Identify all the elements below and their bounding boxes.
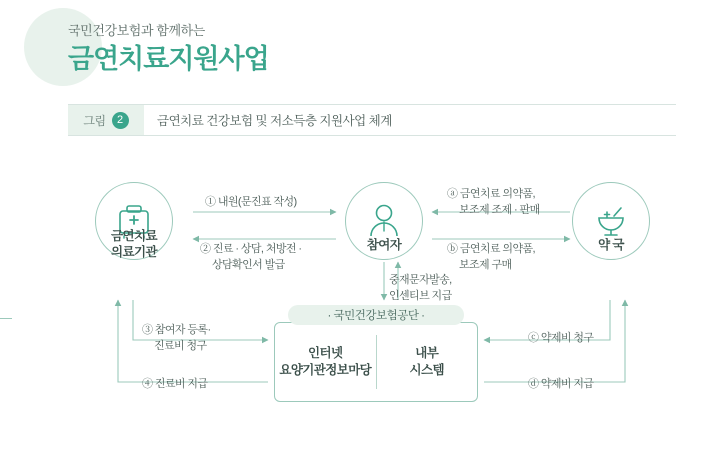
node-clinic-label-line2: 의료기관 [111, 245, 157, 259]
flow-label-a [447, 186, 540, 218]
figure-number-badge: 2 [112, 112, 129, 129]
nhis-left-cell [275, 323, 376, 401]
flow-label-3 [142, 322, 211, 354]
header-subtitle: 국민건강보험과 함께하는 [68, 23, 205, 38]
flow-label-d: ⓓ 약제비 지급 [528, 378, 594, 390]
flow-label-sms [389, 272, 509, 304]
header-title: 금연치료지원사업 [68, 44, 269, 74]
mortar-pestle-icon [592, 202, 630, 240]
nhis-right-line1: 내부 [415, 346, 439, 360]
left-edge-tick [0, 318, 12, 319]
flow-label-2-line2: 상담확인서 발급 [212, 259, 285, 271]
flow-label-2-line1: ② 진료 · 상담, 처방전 · [200, 243, 302, 255]
flow-label-3-line1: ③ 참여자 등록· [142, 324, 211, 336]
node-clinic-label [84, 228, 184, 260]
flow-label-1: ① 내원(문진표 작성) [205, 196, 297, 208]
flow-label-b-line1: ⓑ 금연치료 의약품, [447, 243, 535, 255]
nhis-left-line2: 요양기관정보마당 [279, 363, 372, 377]
flow-label-3-line2: 진료비 청구 [154, 340, 207, 352]
flow-label-4: ④ 진료비 지급 [142, 378, 208, 390]
figure-caption-title: 금연치료 건강보험 및 저소득층 지원사업 체계 [157, 114, 392, 128]
node-participant-label: 참여자 [366, 238, 402, 252]
header [68, 22, 269, 76]
flow-label-c: ⓒ 약제비 청구 [528, 332, 594, 344]
flow-label-a-line1: ⓐ 금연치료 의약품, [447, 188, 535, 200]
nhis-left-line1: 인터넷 [308, 346, 343, 360]
nhis-right-line2: 시스템 [409, 363, 444, 377]
flow-label-a-line2: 보조제 조제 · 판매 [459, 204, 540, 216]
figure-caption-bar [68, 104, 676, 136]
flow-label-b-line2: 보조제 구매 [459, 259, 512, 271]
figure-tag-label: 그림 [83, 113, 106, 128]
flow-label-2 [200, 241, 301, 273]
person-icon [367, 202, 401, 240]
figure-tag [68, 105, 144, 135]
node-nhis[interactable] [274, 322, 478, 402]
nhis-right-cell [377, 323, 478, 401]
flow-label-sms-line1: 중재문자발송, [389, 274, 452, 286]
node-clinic-label-line1: 금연치료 [111, 229, 157, 243]
node-pharmacy-label: 약 국 [598, 238, 624, 252]
flow-label-sms-line2: 인센티브 지급 [389, 290, 452, 302]
nhis-title-pill: · 국민건강보험공단 · [288, 305, 464, 325]
flow-label-b [447, 241, 535, 273]
